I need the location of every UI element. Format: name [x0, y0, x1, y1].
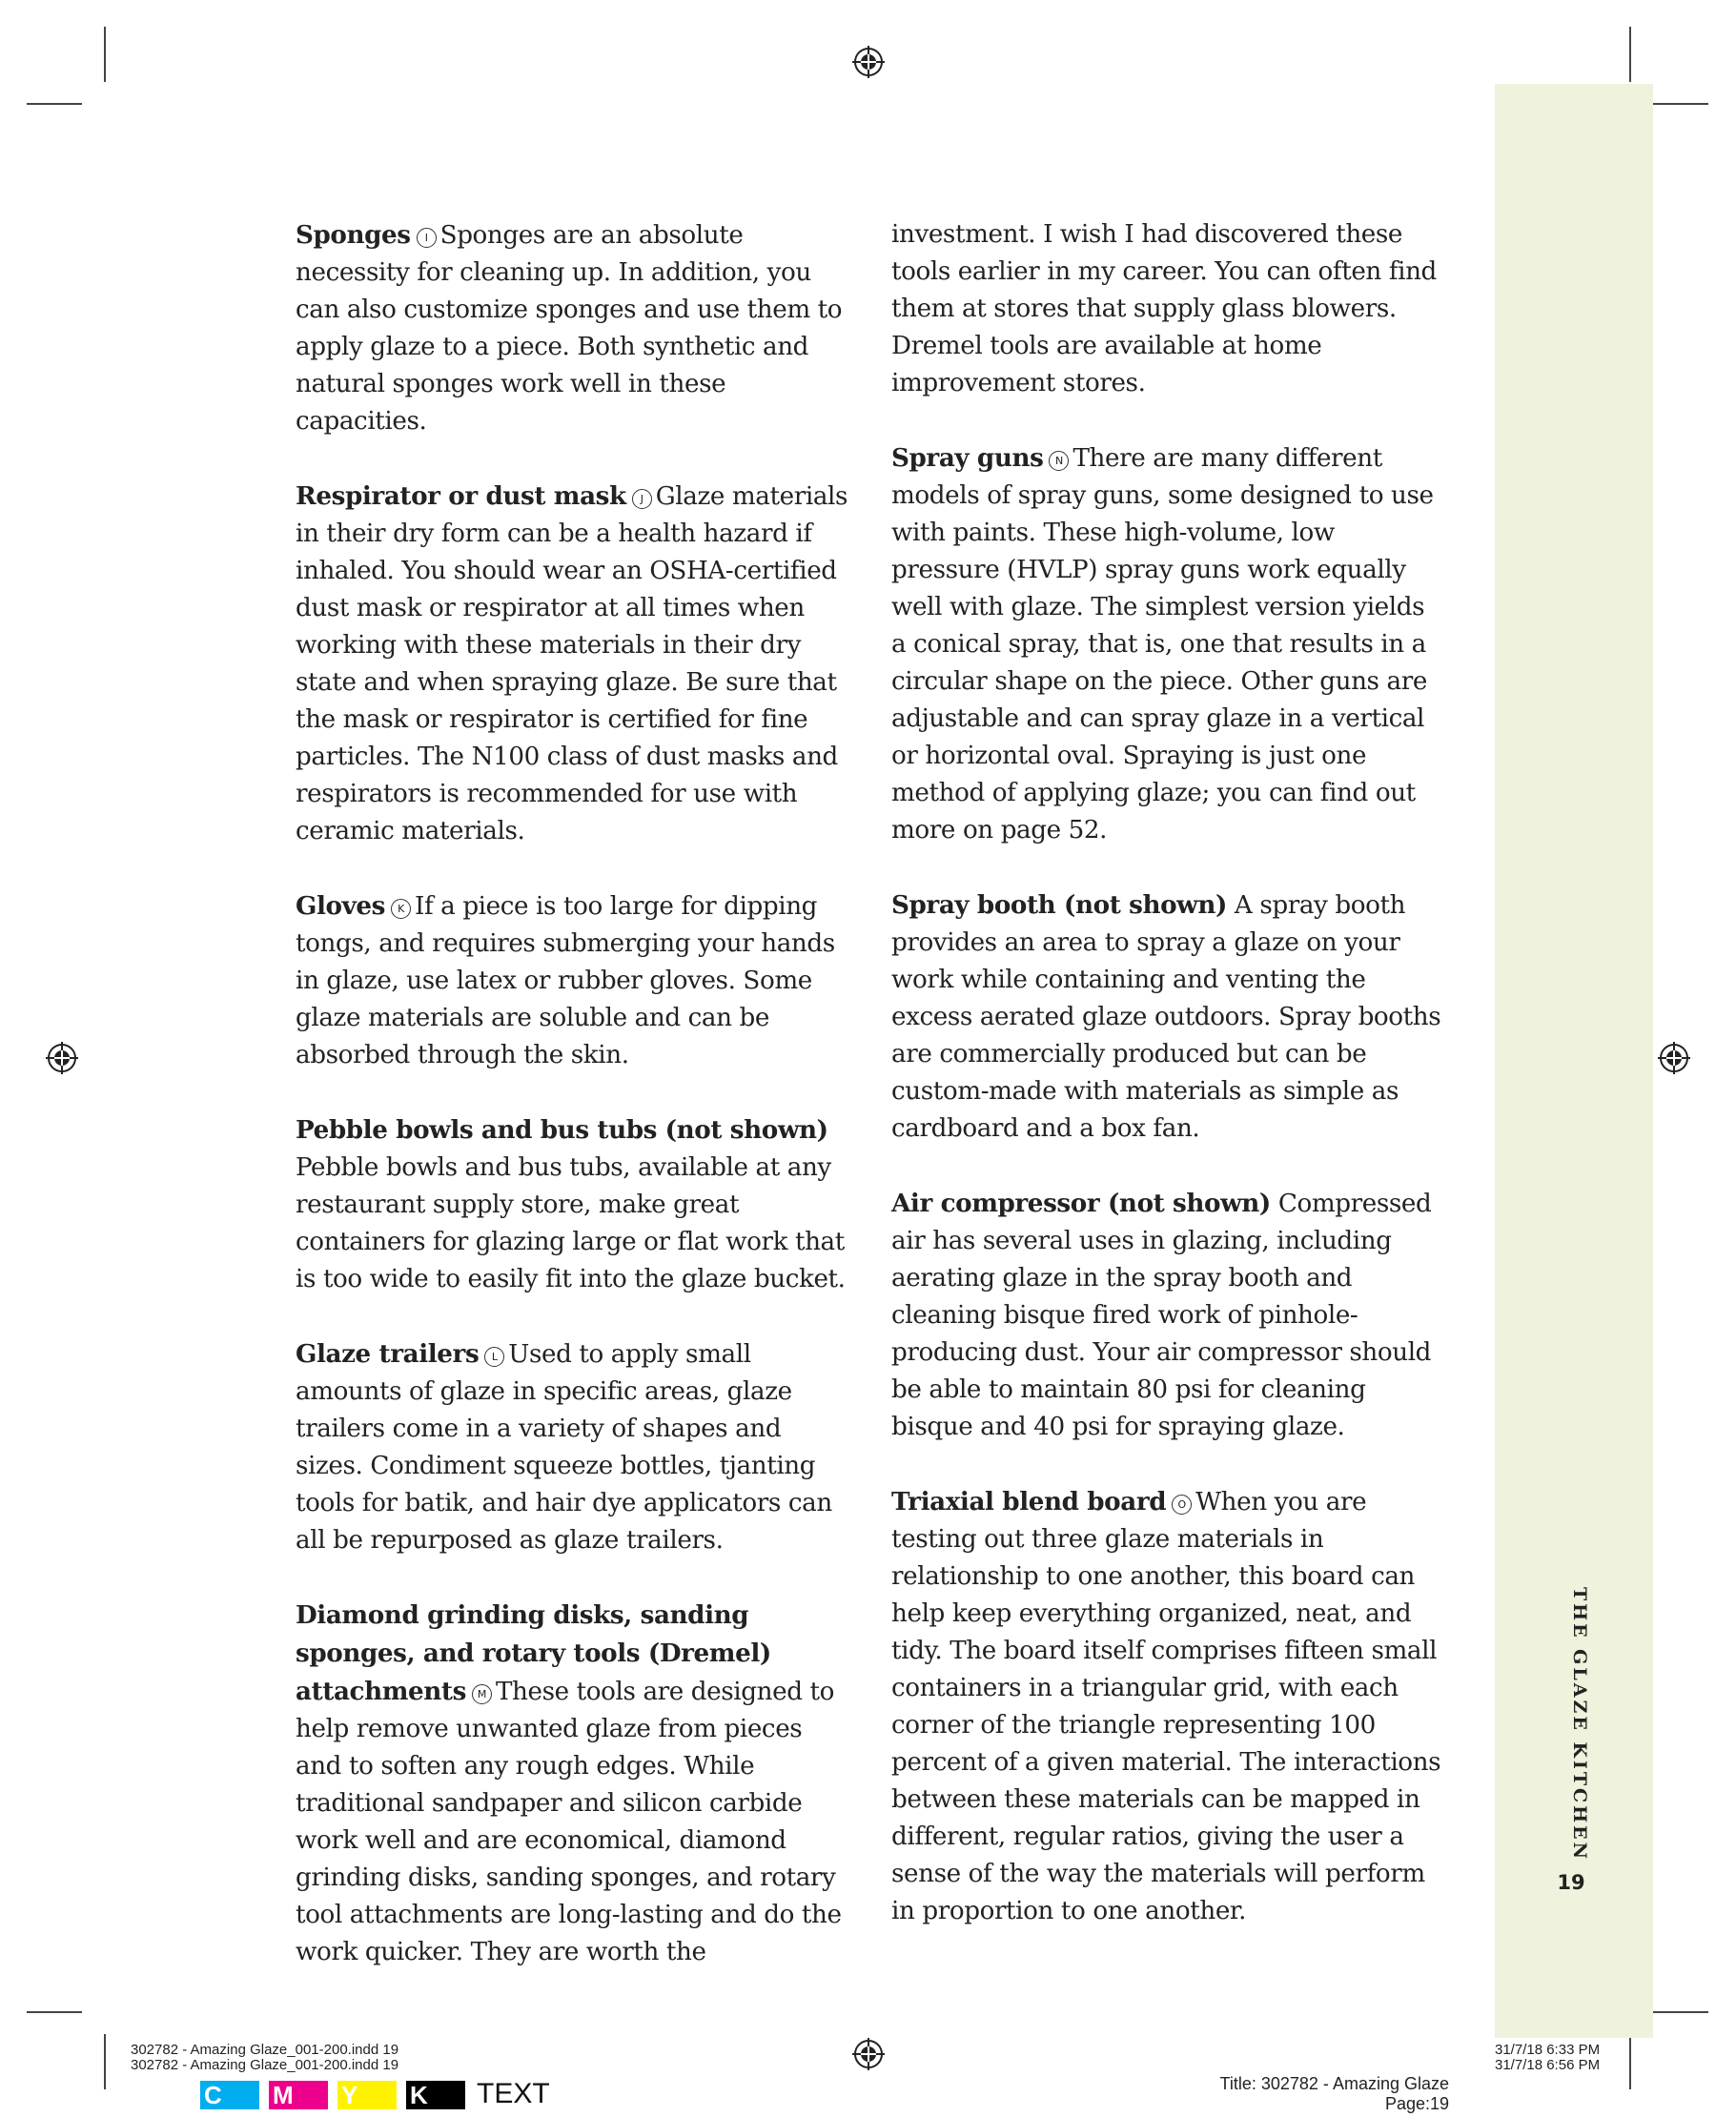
registration-mark-icon — [852, 46, 885, 78]
slug-date-line: 31/7/18 6:56 PM — [1495, 2057, 1601, 2073]
entry-term: Spray guns — [891, 443, 1044, 473]
crop-mark — [1653, 103, 1708, 105]
crop-mark — [1653, 2011, 1708, 2013]
entry-term: Respirator or dust mask — [296, 481, 626, 511]
photo-key-icon: K — [391, 899, 411, 919]
page-number: 19 — [1557, 1871, 1585, 1894]
entry-text: These tools are designed to help remove unwanted glaze from pieces and to soften any rough edges. While traditional sandpaper and silicon carbide work well and are economical, diamond grinding disks, sanding sponges, and rotary tool attachments are long-lasting and do the work quicker. They are worth the — [296, 1678, 842, 1966]
entry-term: Diamond grinding disks, sanding sponges, and rotary tools (Dremel) attachments — [296, 1600, 771, 1706]
crop-mark — [104, 2034, 106, 2089]
crop-mark — [1629, 27, 1631, 82]
entry-text: investment. I wish I had discovered these tools earlier in my career. You can often find them at stores that supply glass blowers. Dremel tools are available at home improvement stores. — [891, 220, 1437, 397]
crop-mark — [27, 2011, 82, 2013]
photo-key-icon: J — [632, 489, 652, 509]
slug-file-line: 302782 - Amazing Glaze_001-200.indd 19 — [131, 2057, 399, 2073]
glossary-entry — [296, 887, 848, 1074]
registration-mark-icon — [1658, 1042, 1690, 1074]
registration-mark-icon — [46, 1042, 78, 1074]
registration-mark-icon — [852, 2038, 885, 2070]
glossary-entry — [296, 1335, 848, 1559]
glossary-entry — [296, 478, 848, 850]
photo-key-icon: M — [472, 1684, 492, 1704]
swatch-black: K — [406, 2081, 465, 2109]
entry-term: Spray booth (not shown) — [891, 890, 1227, 920]
glossary-entry — [296, 1111, 848, 1298]
glossary-entry — [891, 886, 1444, 1148]
entry-text: When you are testing out three glaze materials in relationship to one another, this board can help keep everything organized, neat, and tidy. The board itself comprises fifteen small containers in a triangular grid, with each corner of the triangle representing 100 percent of a given material. The interactions between these materials can be mapped in different, regular ratios, giving the user a sense of the way the materials will perform in proportion to one another. — [891, 1488, 1441, 1925]
entry-text: There are many different models of spray guns, some designed to use with paints. These high-volume, low pressure (HVLP) spray guns work equally well with glaze. The simplest version yields a conical spray, that is, one that results in a circular shape on the piece. Other guns are adjustable and can spray glaze in a vertical or horizontal oval. Spraying is just one method of applying glaze; you can find out more on page 52. — [891, 444, 1434, 845]
entry-text: Glaze materials in their dry form can be a health hazard if inhaled. You should wear an OSHA-certified dust mask or respirator at all times when working with these materials in their dry state and when spraying glaze. Be sure that the mask or respirator is certified for fine particles. The N100 class of dust masks and respirators is recommended for use with ceramic materials. — [296, 482, 848, 845]
glossary-entry — [891, 1483, 1444, 1930]
entry-term: Triaxial blend board — [891, 1487, 1167, 1517]
left-column — [296, 216, 848, 2008]
running-head: THE GLAZE KITCHEN — [1569, 1587, 1590, 1862]
entry-text: If a piece is too large for dipping tongs, and requires submerging your hands in glaze, use latex or rubber gloves. Some glaze materials are soluble and can be absorbed through the skin. — [296, 892, 835, 1069]
entry-term: Air compressor (not shown) — [891, 1189, 1271, 1218]
glossary-entry — [891, 216, 1444, 402]
entry-term: Sponges — [296, 220, 411, 250]
glossary-entry — [296, 216, 848, 440]
entry-text: Compressed air has several uses in glazing, including aerating glaze in the spray booth and cleaning bisque fired work of pinhole-producing dust. Your air compressor should be able to maintain 80 psi for cleaning bisque and 40 psi for spraying glaze. — [891, 1190, 1432, 1441]
swatch-caption: TEXT — [477, 2078, 550, 2109]
entry-text: Pebble bowls and bus tubs, available at any restaurant supply store, make great containers for glazing large or flat work that is too wide to easily fit into the glaze bucket. — [296, 1153, 846, 1293]
crop-mark — [1629, 2034, 1631, 2089]
crop-mark — [104, 27, 106, 82]
photo-key-icon: O — [1172, 1495, 1192, 1515]
slug-file-line: 302782 - Amazing Glaze_001-200.indd 19 — [131, 2042, 399, 2058]
entry-text: A spray booth provides an area to spray a glaze on your work while containing and venting the excess aerated glaze outdoors. Spray booths are commercially produced but can be custom-made with materials as simple as cardboard and a box fan. — [891, 891, 1441, 1143]
slug-title: Title: 302782 - Amazing Glaze — [1219, 2074, 1449, 2093]
photo-key-icon: N — [1049, 451, 1069, 471]
entry-term: Glaze trailers — [296, 1339, 480, 1369]
slug-date-line: 31/7/18 6:33 PM — [1495, 2042, 1601, 2058]
entry-term: Gloves — [296, 891, 386, 921]
swatch-magenta: M — [269, 2081, 328, 2109]
photo-key-icon: L — [484, 1347, 504, 1367]
entry-term: Pebble bowls and bus tubs (not shown) — [296, 1115, 828, 1145]
entry-text: Used to apply small amounts of glaze in specific areas, glaze trailers come in a variety of shapes and sizes. Condiment squeeze bottles, tjanting tools for batik, and hair dye applicators can all be repurposed as glaze trailers. — [296, 1340, 832, 1555]
slug-page: Page:19 — [1384, 2094, 1449, 2113]
swatch-cyan: C — [200, 2081, 259, 2109]
right-column — [891, 216, 1444, 1967]
glossary-entry — [891, 1185, 1444, 1446]
swatch-yellow: Y — [337, 2081, 397, 2109]
crop-mark — [27, 103, 82, 105]
photo-key-icon: I — [417, 228, 437, 248]
glossary-entry — [296, 1597, 848, 1971]
glossary-entry — [891, 439, 1444, 849]
entry-text: Sponges are an absolute necessity for cleaning up. In addition, you can also customize sponges and use them to apply glaze to a piece. Both synthetic and natural sponges work well in these capacities. — [296, 221, 843, 436]
